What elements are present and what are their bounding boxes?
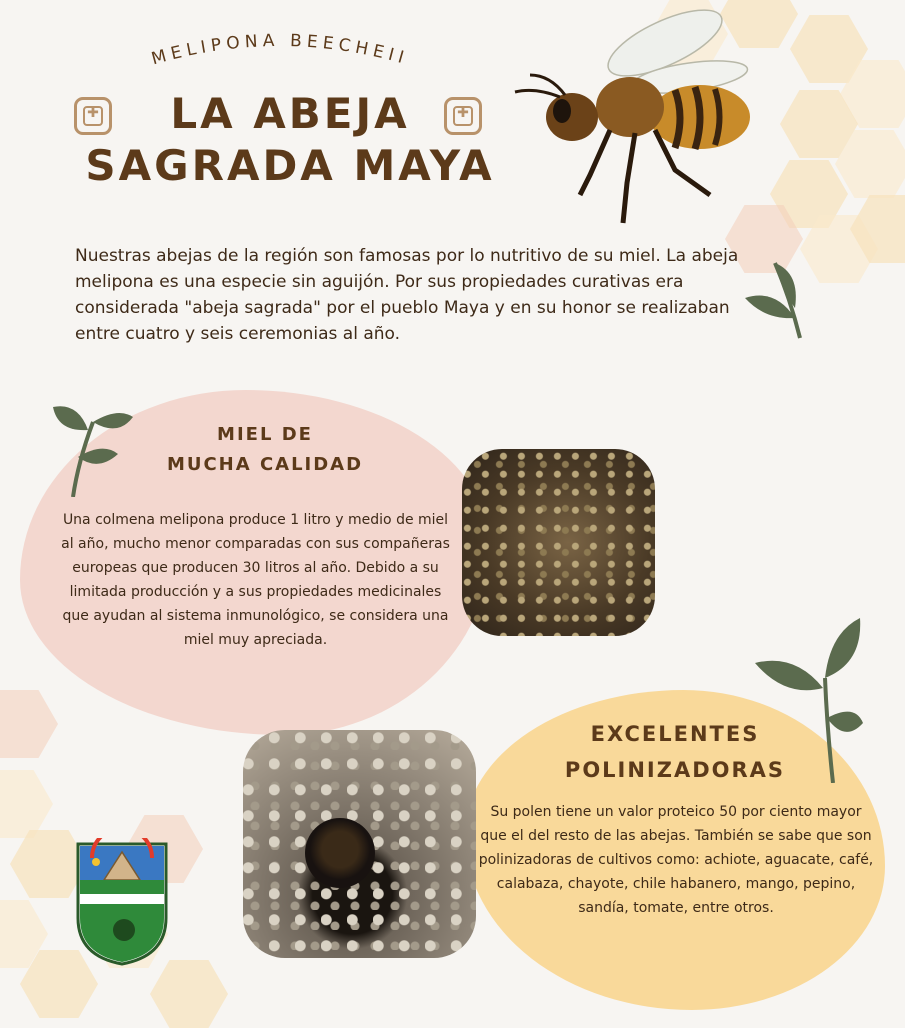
title-line-2: SAGRADA MAYA <box>85 141 495 190</box>
pollinators-title-line-2: POLINIZADORAS <box>564 758 786 782</box>
bee-in-nest-photo-detail <box>305 818 375 888</box>
pollinators-title-line-1: EXCELENTES <box>590 722 760 746</box>
title-line-1: LA ABEJA <box>170 89 410 138</box>
page-title <box>70 88 510 192</box>
honey-section-title <box>150 420 380 480</box>
honey-section-text: Una colmena melipona produce 1 litro y medio de miel al año, mucho menor comparadas con sus compañeras europeas que producen 30 litros al año. Debido a su limitada producción y a sus propiedades medicinales que ayudan al sistema inmunológico, se considera una miel muy apreciada. <box>61 512 450 648</box>
nest-entrance-photo <box>243 730 476 958</box>
honey-title-line-2: MUCHA CALIDAD <box>166 454 364 475</box>
leaf-sprig-icon <box>745 258 815 343</box>
honey-title-line-1: MIEL DE <box>217 424 313 445</box>
pollinators-section-text: Su polen tiene un valor proteico 50 por ciento mayor que el del resto de las abejas. También se sabe que son polinizadoras de cultivos como: achiote, aguacate, café, calabaza, chayote, chile habanero, mango, pepino, sandía, tomate, entre otros. <box>478 804 874 916</box>
subtitle-arc <box>120 20 440 76</box>
pollinators-section-title <box>540 716 810 788</box>
municipal-crest-logo <box>72 838 172 966</box>
bee-illustration-icon <box>490 5 760 230</box>
svg-text:MELIPONA BEECHEII <box>149 31 410 69</box>
subtitle-text: MELIPONA BEECHEII <box>149 30 411 70</box>
honeycomb-bees-photo <box>462 449 655 636</box>
intro-paragraph: Nuestras abejas de la región son famosas por lo nutritivo de su miel. La abeja melipona es una especie sin aguijón. Por sus propiedades curativas era considerada "abeja sagrada" por el pueblo Maya y en su honor se realizaban entre cuatro y seis ceremonias al año. <box>75 246 739 344</box>
leaf-sprig-icon <box>48 402 138 497</box>
